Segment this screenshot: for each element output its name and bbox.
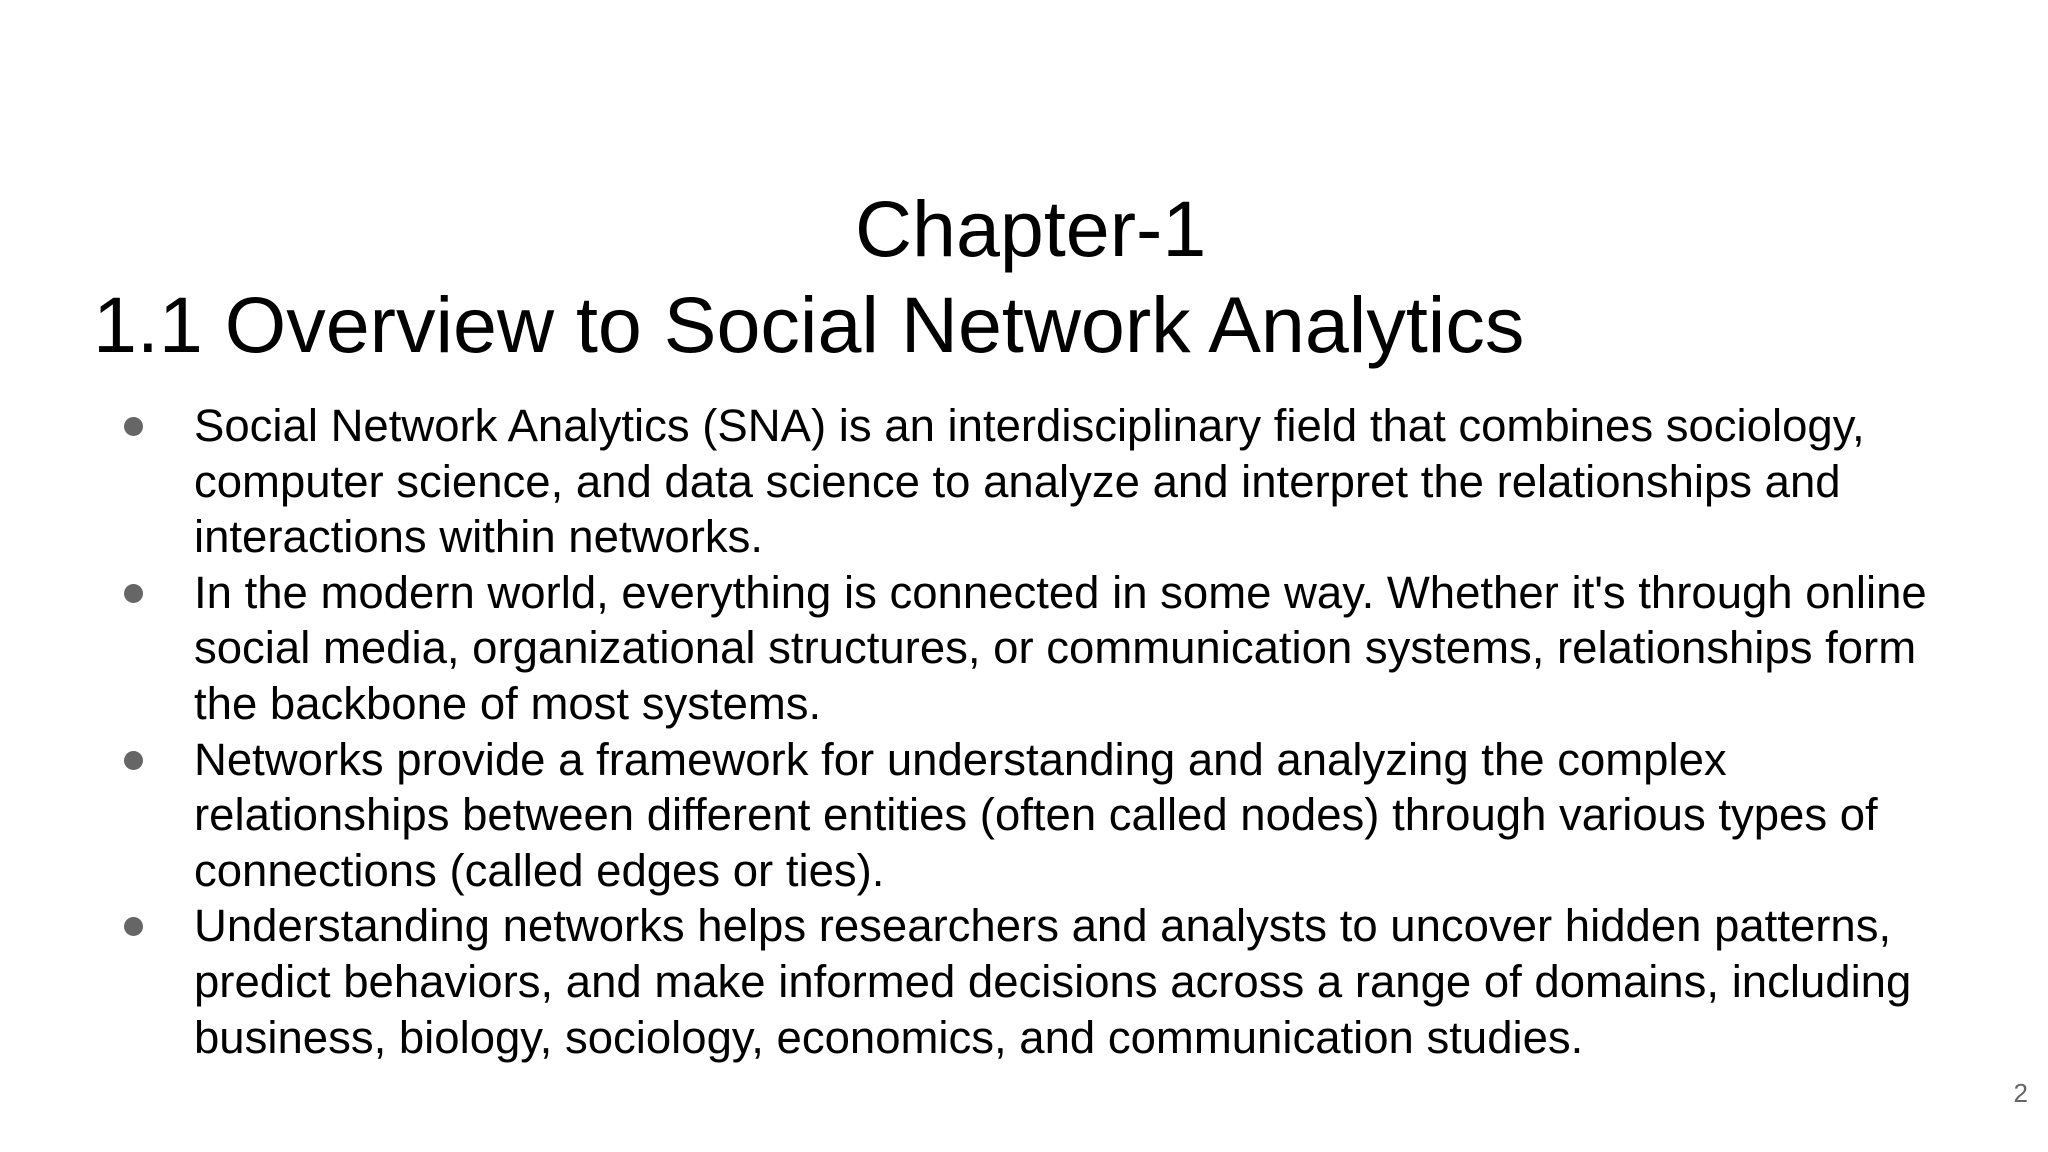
bullet-item	[194, 898, 1984, 1065]
bullet-icon	[124, 751, 143, 770]
bullet-item	[194, 398, 1984, 565]
bullet-text: Social Network Analytics (SNA) is an interdisciplinary field that combines sociology, computer science, and data science to analyze and interpret the relationships and interactions within networks.	[194, 400, 1865, 563]
bullet-icon	[124, 917, 143, 936]
page-number: 2	[2013, 1078, 2028, 1108]
bullet-list	[194, 398, 1984, 1065]
bullet-item	[194, 732, 1984, 899]
bullet-text: Understanding networks helps researchers and analysts to uncover hidden patterns, predict behaviors, and make informed decisions across a range of domains, including business, biology, sociology, economics, and communication studies.	[194, 900, 1912, 1063]
bullet-text: In the modern world, everything is connected in some way. Whether it's through online social media, organizational structures, or communication systems, relationships form the backbone of most systems.	[194, 566, 1927, 729]
slide-title	[93, 181, 1973, 373]
section-heading: 1.1 Overview to Social Network Analytics	[93, 279, 1525, 369]
chapter-heading: Chapter-1	[855, 183, 1207, 273]
bullet-icon	[124, 417, 143, 436]
bullet-text: Networks provide a framework for understanding and analyzing the complex relationships between different entities (often called nodes) through various types of connections (called edges or ties).	[194, 733, 1878, 896]
bullet-icon	[124, 584, 143, 603]
bullet-item	[194, 565, 1984, 732]
